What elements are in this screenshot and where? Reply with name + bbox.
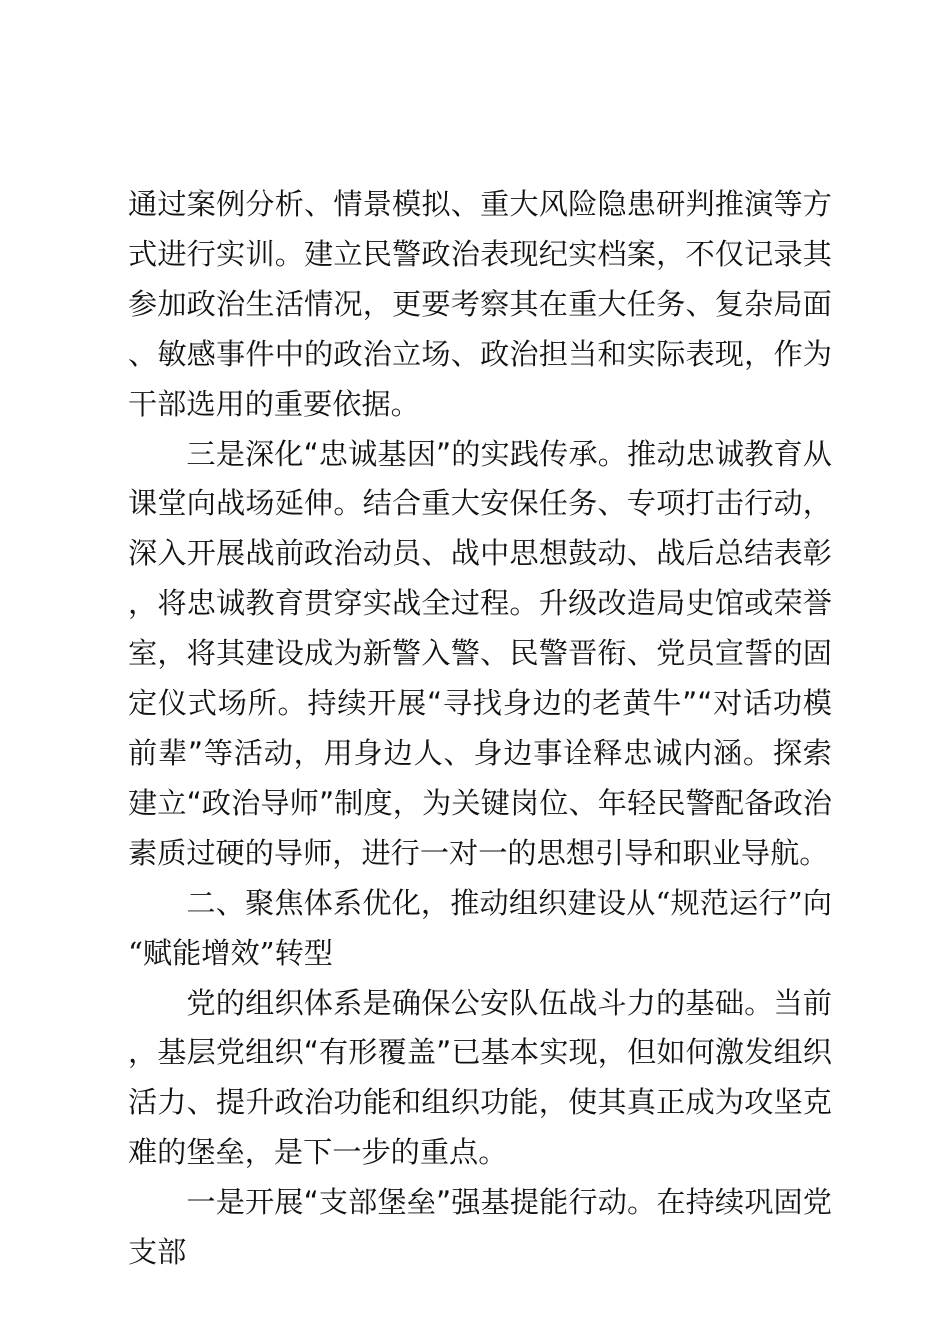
document-page xyxy=(128,180,832,1278)
section-heading-two: 二、聚焦体系优化，推动组织建设从“规范运行”向“赋能增效”转型 xyxy=(128,885,832,970)
paragraph-archive-training: 通过案例分析、情景模拟、重大风险隐患研判推演等方式进行实训。建立民警政治表现纪实档案，不仅记录其参加政治生活情况，更要考察其在重大任务、复杂局面、敏感事件中的政治立场、政治担当和实际表现，作为干部选用的重要依据。 xyxy=(128,187,832,421)
paragraph-branch-fortress: 一是开展“支部堡垒”强基提能行动。在持续巩固党支部 xyxy=(128,1185,832,1270)
paragraph-loyalty-gene: 三是深化“忠诚基因”的实践传承。推动忠诚教育从课堂向战场延伸。结合重大安保任务、专项打击行动，深入开展战前政治动员、战中思想鼓动、战后总结表彰，将忠诚教育贯穿实战全过程。升级改造局史馆或荣誉室，将其建设成为新警入警、民警晋衔、党员宣誓的固定仪式场所。持续开展“寻找身边的老黄牛”“对话功模前辈”等活动，用身边人、身边事诠释忠诚内涵。探索建立“政治导师”制度，为关键岗位、年轻民警配备政治素质过硬的导师，进行一对一的思想引导和职业导航。 xyxy=(128,436,832,870)
paragraph-organization-system: 党的组织体系是确保公安队伍战斗力的基础。当前，基层党组织“有形覆盖”已基本实现，但如何激发组织活力、提升政治功能和组织功能，使其真正成为攻坚克难的堡垒，是下一步的重点。 xyxy=(128,985,832,1170)
